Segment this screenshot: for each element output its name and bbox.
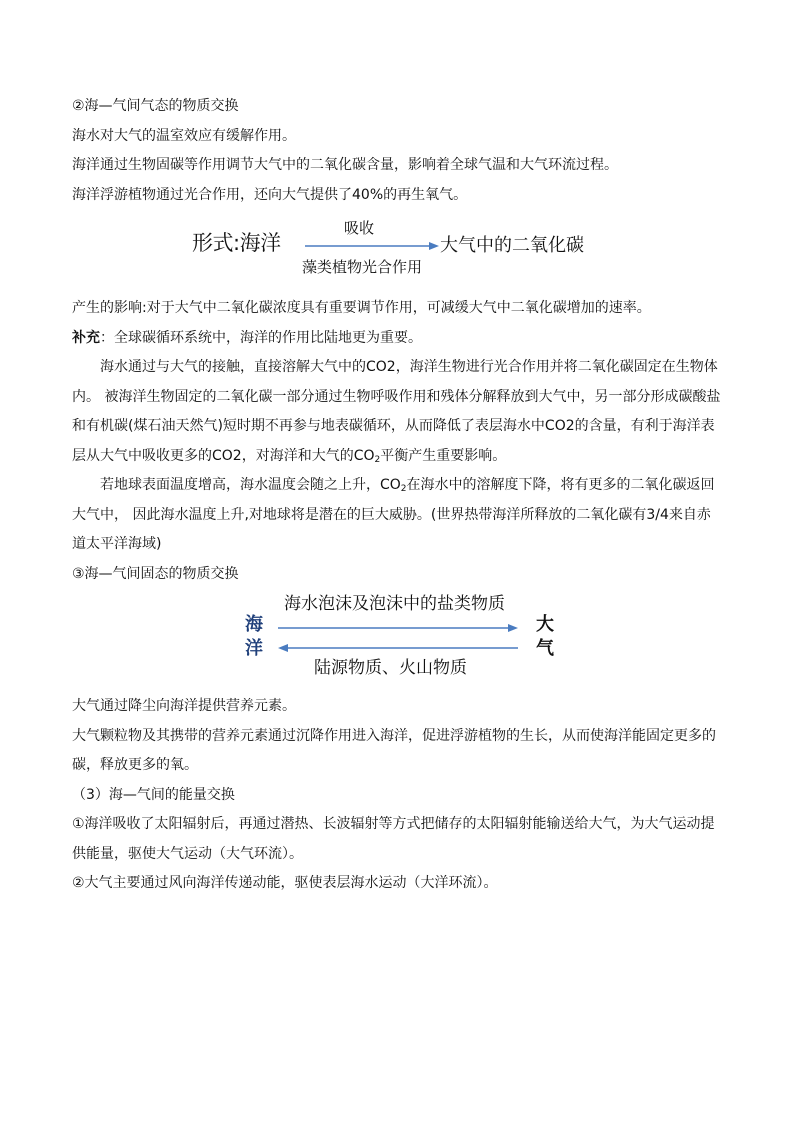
- diagram-form-label: 形式:海洋: [192, 231, 281, 255]
- section-heading-solid-exchange: ③海—气间固态的物质交换: [72, 565, 239, 582]
- document-page: [72, 92, 724, 899]
- supplement-text: [72, 324, 724, 354]
- diagram-top-label: 海水泡沫及泡沫中的盐类物质: [284, 594, 505, 614]
- diagram-atmosphere-label: 大 气: [536, 614, 554, 659]
- paragraph-end: 平衡产生重要影响。: [380, 447, 507, 464]
- solid-exchange-diagram: [72, 589, 724, 692]
- right-arrow-icon: [278, 623, 518, 633]
- co2-subscript: 2: [374, 454, 381, 465]
- paragraph-body: 海水通过与大气的接触，直接溶解大气中的CO2，海洋生物进行光合作用并将二氧化碳固定在生物体内。 被海洋生物固定的二氧化碳一部分通过生物呼吸作用和残体分解释放到大气中，另一部分形成碳酸盐和有机碳(煤石油天然气)短时期不再参与地表碳循环，从而降低了表层海水中CO2的含量，有利于海洋表层从大气中吸收更多的CO2，对海洋和大气的: [72, 359, 721, 464]
- left-arrow-icon: [278, 643, 518, 653]
- text-line: 海洋浮游植物通过光合作用，还向大气提供了40%的再生氧气。: [72, 186, 468, 203]
- impact-text: 产生的影响:对于大气中二氧化碳浓度具有重要调节作用，可减缓大气中二氧化碳增加的速率。: [72, 300, 651, 316]
- co2-formula: CO: [353, 447, 375, 464]
- section-heading-gas-exchange: ②海—气间气态的物质交换: [72, 98, 239, 114]
- co2-subscript: 2: [400, 484, 407, 494]
- carbon-absorption-diagram: [72, 210, 724, 294]
- diagram-bottom-label: 陆源物质、火山物质: [314, 658, 467, 678]
- supplement-label: 补充: [72, 329, 100, 346]
- diagram-target-label: 大气中的二氧化碳: [440, 235, 584, 256]
- paragraph-carbon-uptake: [72, 353, 724, 471]
- text-line: 海水对大气的温室效应有缓解作用。: [72, 127, 296, 144]
- paragraph-temperature: [72, 471, 724, 560]
- diagram-arrow-top-label: 吸收: [344, 219, 375, 237]
- diagram-arrow-bottom-label: 藻类植物光合作用: [302, 258, 423, 276]
- right-arrow-icon: [305, 241, 439, 251]
- list-item: ②大气主要通过风向海洋传递动能，驱使表层海水运动（大洋环流）。: [72, 875, 498, 891]
- paragraph-end: 在海水中的溶解度下降，将有更多的二氧化碳返回大气中， 因此海水温度上升,对地球将是潜在的巨大威胁。(世界热带海洋所释放的二氧化碳有3/4来自赤道太平洋海域): [72, 477, 715, 552]
- co2-formula: CO: [380, 477, 401, 493]
- text-line: 大气通过降尘向海洋提供营养元素。: [72, 698, 296, 714]
- supplement-body: ：全球碳循环系统中，海洋的作用比陆地更为重要。: [100, 329, 422, 346]
- diagram-ocean-label: 海 洋: [245, 614, 263, 659]
- list-item: ①海洋吸收了太阳辐射后，再通过潜热、长波辐射等方式把储存的太阳辐射能输送给大气，为大气运动提供能量，驱使大气运动（大气环流）。: [72, 816, 715, 862]
- text-line: 大气颗粒物及其携带的营养元素通过沉降作用进入海洋，促进浮游植物的生长，从而使海洋能固定更多的碳，释放更多的氧。: [72, 727, 716, 773]
- paragraph-body: 若地球表面温度增高，海水温度会随之上升，: [100, 477, 380, 493]
- section-heading-energy-exchange: （3）海—气间的能量交换: [72, 786, 235, 803]
- text-line: 海洋通过生物固碳等作用调节大气中的二氧化碳含量，影响着全球气温和大气环流过程。: [72, 157, 618, 173]
